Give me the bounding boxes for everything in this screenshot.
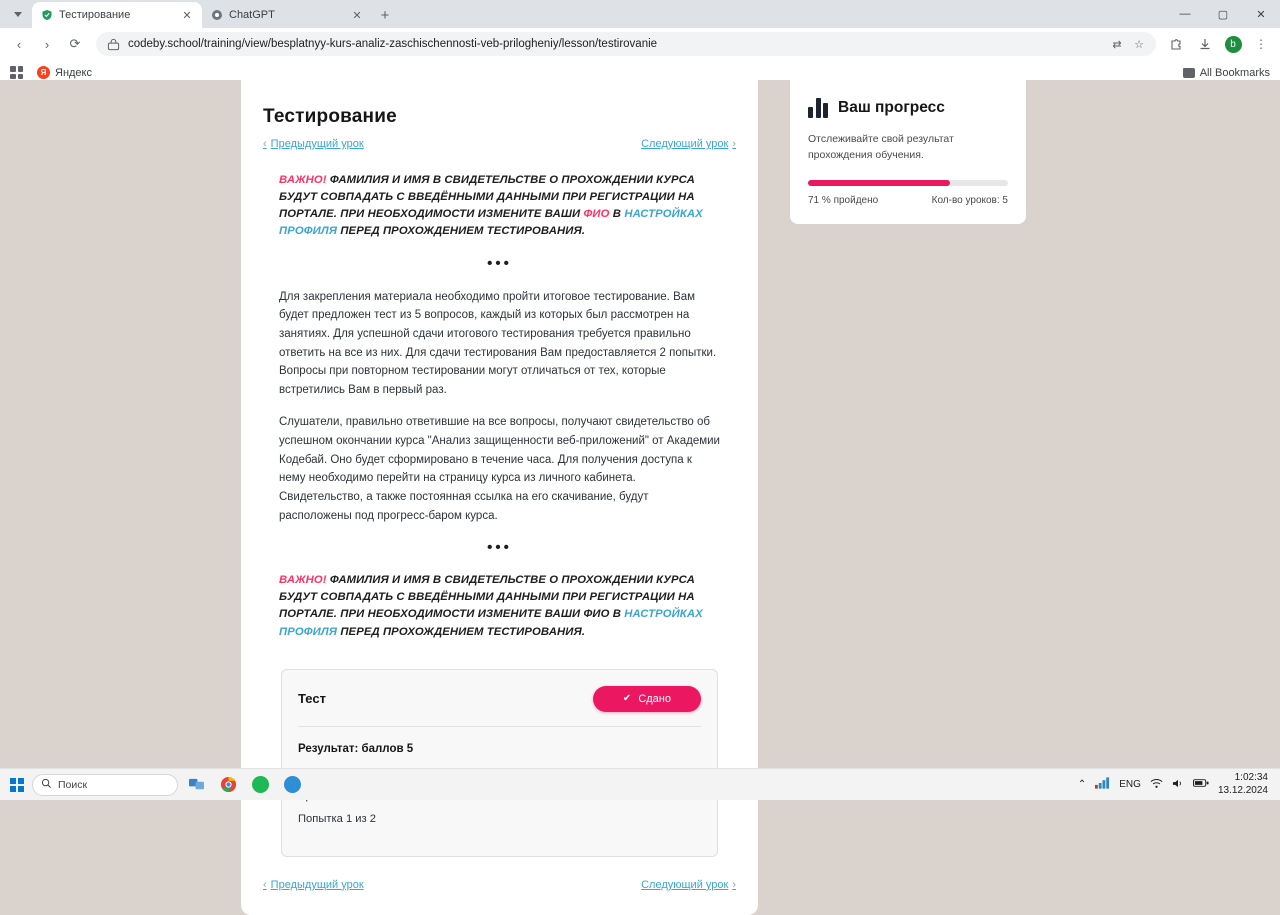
- progress-lessons-label: Кол-во уроков: 5: [931, 194, 1008, 206]
- chevron-left-icon: ‹: [263, 878, 267, 891]
- next-lesson-link-bottom[interactable]: [641, 879, 736, 891]
- test-result-title: Результат: баллов 5: [298, 742, 414, 755]
- all-bookmarks-label: All Bookmarks: [1199, 66, 1270, 79]
- yandex-icon: Я: [37, 66, 50, 79]
- prev-lesson-link-top[interactable]: [263, 138, 364, 150]
- shield-icon: [40, 9, 53, 22]
- chevron-right-icon: ›: [732, 878, 736, 891]
- progress-bar: [808, 180, 1008, 186]
- site-info-icon[interactable]: [106, 37, 120, 51]
- important-notice-top: [263, 172, 736, 241]
- spotify-glyph: [252, 776, 269, 793]
- next-lesson-label: Следующий урок: [641, 138, 729, 150]
- progress-bar-fill: [808, 180, 950, 186]
- puzzle-icon[interactable]: [1166, 33, 1188, 55]
- avatar: b: [1225, 36, 1242, 53]
- chrome-icon[interactable]: [214, 772, 242, 798]
- notice-fio-top: ФИО: [583, 208, 610, 221]
- profile-settings-link-bottom[interactable]: НАСТРОЙКАХ ПРОФИЛЯ: [279, 608, 703, 638]
- download-icon[interactable]: [1194, 33, 1216, 55]
- search-input[interactable]: [32, 774, 178, 796]
- check-icon: ✔: [622, 693, 632, 705]
- notice-text-2-top: В: [609, 208, 625, 221]
- prev-lesson-label: Предыдущий урок: [270, 138, 364, 150]
- reload-button[interactable]: ⟳: [69, 36, 81, 51]
- chatgpt-icon: [210, 9, 223, 22]
- prev-lesson-label: Предыдущий урок: [270, 878, 364, 891]
- tab-testirovanie[interactable]: [32, 2, 202, 28]
- taskbar: [0, 768, 1280, 800]
- windows-icon[interactable]: [6, 774, 28, 796]
- status-badge[interactable]: [593, 686, 701, 712]
- bookmark-label: Яндекс: [55, 66, 92, 79]
- window-controls: [1166, 0, 1280, 28]
- edge-icon[interactable]: [278, 772, 306, 798]
- lesson-nav-top: [263, 138, 736, 150]
- forward-button[interactable]: ›: [44, 36, 50, 52]
- browser-toolbar: [0, 28, 1280, 60]
- task-view-icon[interactable]: [182, 772, 210, 798]
- signal-icon[interactable]: [1095, 777, 1110, 792]
- page-title: Тестирование: [263, 106, 397, 127]
- lesson-nav-bottom: [263, 879, 736, 891]
- progress-footer: [808, 195, 1008, 206]
- translate-icon[interactable]: ⇄: [1112, 38, 1122, 51]
- chevron-down-icon: [14, 12, 22, 17]
- close-icon[interactable]: ✕: [182, 9, 192, 22]
- volume-icon[interactable]: [1172, 778, 1184, 792]
- bar-chart-icon: [808, 98, 828, 118]
- maximize-button[interactable]: ▢: [1217, 8, 1229, 21]
- address-bar[interactable]: [96, 32, 1156, 56]
- battery-icon[interactable]: [1193, 778, 1209, 791]
- tab-chatgpt[interactable]: [202, 2, 372, 28]
- edge-glyph: [284, 776, 301, 793]
- apps-shortcut[interactable]: [10, 66, 23, 79]
- minimize-button[interactable]: —: [1179, 8, 1191, 20]
- chevron-right-icon: ›: [732, 138, 736, 150]
- notice-text-1-top: ФАМИЛИЯ И ИМЯ В СВИДЕТЕЛЬСТВЕ О ПРОХОЖДЕНИИ КУРСА БУДУТ СОВПАДАТЬ С ВВЕДЁННЫМИ ДАННЫМИ ПРИ РЕГИСТРАЦИИ НА ПОРТАЛЕ. ПРИ НЕОБХОДИМОСТИ ИЗМЕНИТЕ ВАШИ: [279, 174, 695, 221]
- next-lesson-link-top[interactable]: [641, 138, 736, 150]
- back-button[interactable]: ‹: [16, 36, 22, 52]
- all-bookmarks-button[interactable]: [1183, 67, 1270, 79]
- bookmark-yandex[interactable]: [37, 66, 92, 79]
- folder-icon: [1183, 68, 1195, 78]
- tab-title: ChatGPT: [229, 9, 275, 21]
- notice-text-2-bottom: ПЕРЕД ПРОХОЖДЕНИЕМ ТЕСТИРОВАНИЯ.: [337, 625, 586, 638]
- test-result-box: [281, 669, 718, 857]
- system-tray: [1078, 772, 1274, 797]
- next-lesson-label: Следующий урок: [641, 878, 729, 891]
- progress-percent-label: 71 % пройдено: [808, 194, 879, 206]
- test-result-line: Попытка 1 из 2: [298, 812, 376, 825]
- close-icon[interactable]: ✕: [352, 9, 362, 22]
- notice-text-3-top: ПЕРЕД ПРОХОЖДЕНИЕМ ТЕСТИРОВАНИЯ.: [337, 225, 586, 238]
- divider-dots-top: •••: [487, 254, 512, 272]
- url-text: codeby.school/training/view/besplatnyy-kurs-analiz-zaschischennosti-veb-prilogheniy/lesson/testirovanie: [128, 38, 658, 50]
- tab-search-button[interactable]: [4, 0, 32, 28]
- clock-date: 13.12.2024: [1217, 784, 1268, 796]
- chevron-left-icon: ‹: [263, 138, 267, 150]
- progress-title: Ваш прогресс: [838, 99, 945, 116]
- clock[interactable]: [1218, 772, 1268, 797]
- window-close-button[interactable]: ✕: [1256, 8, 1266, 21]
- test-heading: Тест: [298, 691, 326, 707]
- test-header: [298, 686, 701, 727]
- lesson-paragraph-1: Для закрепления материала необходимо пройти итоговое тестирование. Вам будет предложен тест из 5 вопросов, каждый из которых был рассмотрен на занятиях. Для успешной сдачи итогового тестирования требуется правильно ответить на все из них. Для сдачи тестирования Вам предоставляется 2 попытки. Вопросы при повторном тестировании могут отличаться от тех, которые встретились Вам в первый раз.: [279, 290, 717, 396]
- browser-menu-button[interactable]: ⋮: [1255, 37, 1267, 51]
- apps-grid-icon: [10, 66, 23, 79]
- notice-warn-top: ВАЖНО!: [279, 174, 327, 186]
- divider-dots-bottom: •••: [487, 539, 512, 557]
- profile-avatar[interactable]: [1222, 33, 1244, 55]
- notice-warn-bottom: ВАЖНО!: [279, 574, 327, 587]
- progress-header: [808, 98, 1008, 118]
- search-placeholder: Поиск: [58, 778, 88, 791]
- search-icon: [41, 778, 52, 792]
- notice-text-1-bottom: ФАМИЛИЯ И ИМЯ В СВИДЕТЕЛЬСТВЕ О ПРОХОЖДЕНИИ КУРСА БУДУТ СОВПАДАТЬ С ВВЕДЁННЫМИ ДАННЫМИ ПРИ РЕГИСТРАЦИИ НА ПОРТАЛЕ. ПРИ НЕОБХОДИМОСТИ ИЗМЕНИТЕ ВАШИ ФИО В: [279, 574, 695, 621]
- status-badge-label: Сдано: [638, 692, 671, 705]
- important-notice-bottom: [263, 572, 736, 641]
- progress-subtitle: Отслеживайте свой результат прохождения обучения.: [808, 133, 954, 161]
- language-indicator[interactable]: ENG: [1119, 779, 1141, 790]
- progress-card: [790, 80, 1026, 224]
- new-tab-button[interactable]: +: [380, 6, 390, 24]
- lesson-paragraph-2: Слушатели, правильно ответившие на все вопросы, получают свидетельство об успешном окончании курса "Анализ защищенности веб-приложений" от Академии Кодебай. Оно будет сформировано в течение часа. Для получения доступа к нему необходимо перейти на страницу курса из личного кабинета. Свидетельство, а также постоянная ссылка на его скачивание, будут расположены под прогресс-баром курса.: [279, 416, 720, 522]
- prev-lesson-link-bottom[interactable]: [263, 879, 364, 891]
- profile-settings-link-top[interactable]: НАСТРОЙКАХ ПРОФИЛЯ: [279, 208, 703, 238]
- spotify-icon[interactable]: [246, 772, 274, 798]
- tab-strip: [0, 0, 1280, 28]
- clock-time: 1:02:34: [1234, 772, 1268, 783]
- tray-chevron-icon[interactable]: ⌃: [1077, 779, 1087, 790]
- star-icon[interactable]: ☆: [1134, 38, 1144, 51]
- wifi-icon[interactable]: [1150, 778, 1163, 792]
- tab-title: Тестирование: [59, 9, 131, 21]
